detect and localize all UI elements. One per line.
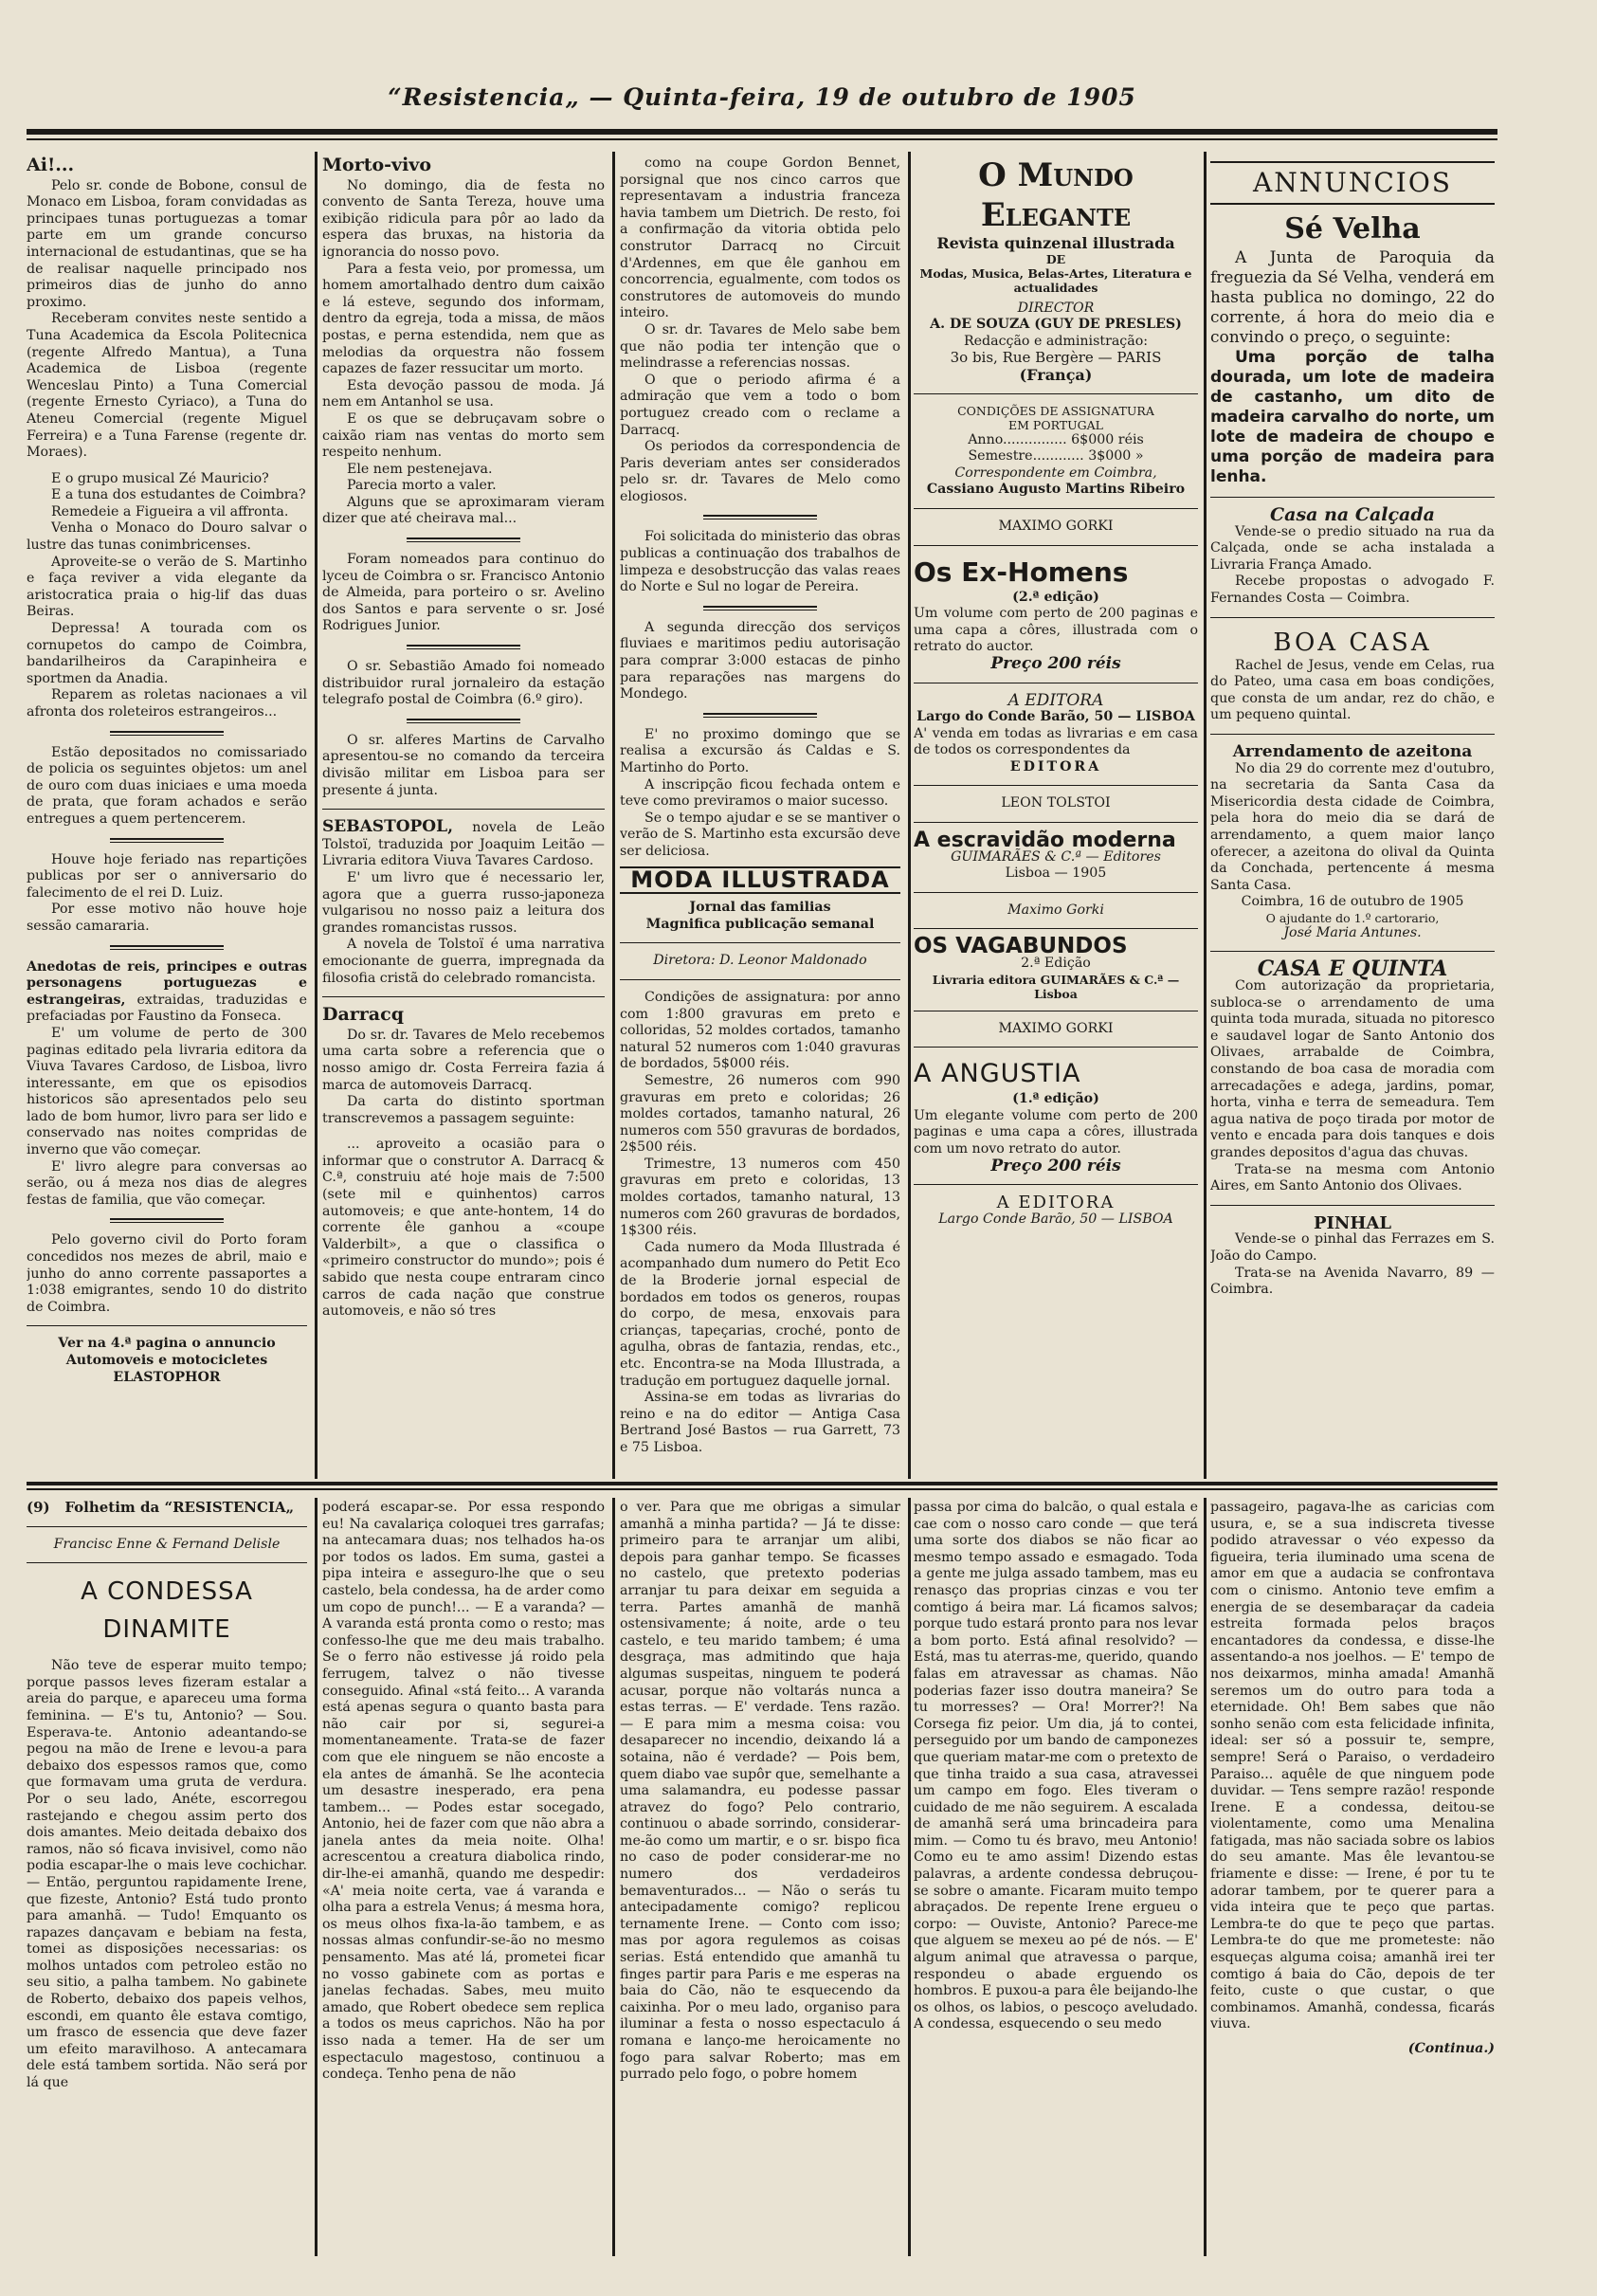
separator: [703, 606, 817, 610]
folhetim-authors: Francisc Enne & Fernand Delisle: [53, 1536, 281, 1552]
separator: [110, 945, 224, 950]
folhetim-text: passa por cima do balcão, o qual estala e cae com o nosso caro conde — que terá uma sorte dos diabos se não ficar ao mesmo tempo assado e esmagado. Toda a gente me julga assado tambem, mas eu renasço das proprias cinzas e vou ter comtigo á beira mar. Lá ficamos salvos; porque tudo estará pronto para nos levar a bom porto. Está afinal resolvido? — Está, mas tu aterras-me, querido, quando falas em atravessar as chamas. Não poderias fazer isso doutra maneira? Se tu morresses? — Ora! Morrer?! Na Corsega fiz peior. Um dia, já to contei, perseguido por um bando de camponezes que queriam matar-me com o pretexto de que tinha traido a sua casa, atravessei um campo em fogo. Eles tiveram o cuidado de me não seguirem. A escalada de amanhã será uma brincadeira para mim. — Como tu és bravo, meu Antonio! Como eu te amo assim! Dizendo estas palavras, a ardente condessa debruçou-se sobre o amante. Ficaram muito tempo abraçados. De repente Irene ergueu o corpo: — Ouviste, Antonio? Parece-me que alguem se mexeu ao pé de nós. — E' algum animal que atravessa o parque, respondeu o abade erguendo os hombros. E puxou-a para êle beijando-lhe os olhos, os labios, o pescoço aveludado. A condessa, esquecendo o seu medo: [914, 1500, 1198, 2032]
column-divider: [612, 152, 615, 1479]
paragraph: E a tuna dos estudantes de Coimbra?: [51, 487, 306, 503]
column-divider: [908, 152, 911, 1479]
folhetim-column-3: [620, 1500, 900, 2256]
paragraph: Assina-se em todas as livrarias do reino e na do editor — Antiga Casa Bertrand José Bastos — rua Garrett, 73 e 75 Lisboa.: [620, 1390, 900, 1455]
text: DE: [1045, 251, 1066, 266]
country: (França): [1019, 365, 1093, 384]
ad-title: PINHAL: [1313, 1212, 1392, 1233]
masthead-rule: [27, 129, 1497, 135]
paragraph: No domingo, dia de festa no convento de Santa Tereza, houve uma exibição ridicula para pôr ao lado da espera das bruxas, na historia da ignorancia do nosso povo.: [322, 177, 605, 260]
price: Preço 200 réis: [990, 1156, 1121, 1175]
book-title: A ANGUSTIA: [914, 1059, 1081, 1089]
folhetim-number: (9): [27, 1500, 50, 1516]
folhetim-text: passageiro, pagava-lhe as caricias com usura, e, se a sua indiscreta tivesse podido atravessar o véo expesso da figueira, teria iluminado uma scena de amor em que a audacia se confrontava com o cinismo. Antonio teve emfim a energia de se desembaraçar da cadeia estreita formada pelos braços encantadores da condessa, e disse-lhe assentando-a nos joelhos. — E' tempo de nos deixarmos, minha amada! Amanhã seremos um do outro para toda a eternidade. Oh! Bem sabes que não sonho senão com esta felicidade infinita, ideal: ser só a possuir te, sempre, sempre! Será o Paraiso, o verdadeiro Paraiso... aquêle de que ninguem pode duvidar. — Tens sempre razão! responde Irene. E a condessa, deitou-se violentamente, como uma Menalina fatigada, mas não saciada sobre os labios do seu amante. Mas êle levantou-se friamente e disse: — Irene, é por tu te adorar tambem, por te querer para a vida inteira que te peço que partas. Lembra-te do que te peço que partas. Lembra-te do que me prometeste: não esqueças alguma coisa; amanhã irei ter comtigo á baia do Cão, depois de ter feito, custe o que custar, o que combinamos. Amanhã, condessa, ficarás viuva.: [1210, 1500, 1495, 2032]
separator: [110, 838, 224, 843]
text: Cassiano Augusto Martins Ribeiro: [926, 482, 1186, 498]
ad-title: Arrendamento de azeitona: [1232, 741, 1473, 761]
paragraph: Venha o Monaco do Douro salvar o lustre das tunas conimbricenses.: [27, 520, 307, 554]
paragraph: E' um livro que é necessario ler, agora que a guerra russo-japoneza vulgarisou no nosso paiz a leitura dos grandes romancistas russos.: [322, 869, 605, 936]
paragraph: Receberam convites neste sentido a Tuna Academica da Escola Politecnica (regente Alfredo Mantua), a Tuna Academica de Lisboa (regente Wenceslau Pinto) a Tuna Comercial (regente Ernesto Cyriaco), a Tuna do Ateneu Comercial (regente Miguel Ferreira) e a Tuna Farense (regente dr. Moraes).: [27, 311, 307, 461]
ad-title: CASA E QUINTA: [1257, 957, 1448, 982]
notice: Ver na 4.ª pagina o annuncio: [58, 1336, 276, 1352]
folhetim-text: poderá escapar-se. Por essa respondo eu! Na cavalariça coloquei tres garrafas; na antecamara duas; nos telhados ha-os por todos os lados. Em suma, gastei a pipa inteira e asseguro-lhe que o seu castelo, bela condessa, ha de arder como um copo de punch!... — E a varanda? — A varanda está pronta como o resto; mas confesso-lhe que me deu mais trabalho. Se o ferro não estivesse já roido pela ferrugem, talvez o não tivesse conseguido. Afinal «stá feito... A varanda está apenas segura o quanto basta para não cair por si, segurei-a momentaneamente. Trata-se de fazer com que ele ninguem se não encoste a ela antes de ámanhã. Se lhe acontecia um desastre inesperado, era pena tambem... — Podes estar socegado, Antonio, hei de fazer com que não abra a janela antes da meia noite. Olha! acrescentou a creatura diabolica rindo, dir-lhe-ei amanhã, quando me despedir: «A' meia noite certa, vae á varanda e olha para a estrela Venus; á mesma hora, os meus olhos fixa-la-ão tambem, e as nossas almas confundir-se-ão no mesmo pensamento. Mas até lá, prometei ficar no vosso gabinete com as portas e janelas fechadas. Sabes, meu muito amado, que Robert obedece sem replica a todos os meus caprichos. Não ha por isso nada a temer. Ha de ser um espectaculo magestoso, continuou a condeça. Tenho pena de não: [322, 1500, 605, 2083]
folhetim-text: o ver. Para que me obrigas a simular amanhã a minha partida? — Já te disse: primeiro para te arranjar um alibi, depois para ganhar tempo. Se ficasses no castelo, que pretexto poderias arranjar tu para deixar em seguida a terra. Partes amanhã de manhã ostensivamente; á noite, arde o teu castelo, e teu marido tambem; é uma desgraça, mas admitindo que haja algumas suspeitas, ninguem te poderá acusar, porque não voltarás nunca a estas terras. — E' verdade. Tens razão. — E para mim a mesma coisa: vou desaparecer no incendio, deixando lá a sotaina, não é verdade? — Pois bem, quem diabo vae supôr que, semelhante a uma salamandra, eu podesse passar atravez do fogo? Pelo contrario, continuou o abade sorrindo, considerar-me-ão como um martir, e o sr. bispo fica no caso de poder considerar-me no numero dos verdadeiros bemaventurados... — Não o serás tu antecipadamente comigo? replicou ternamente Irene. — Conto com isso; mas por agora regulemos as coisas serias. Está entendido que amanhã tu finges partir para Paris e me esperas na baia do Cão, não te esquecendo da caixinha. Por o meu lado, organiso para iluminar a festa o nosso espectaculo á romana e lanço-me heroicamente no fogo para salvar Roberto; mas em purrado pelo fogo, o pobre homem: [620, 1500, 900, 2083]
ad-text: Trata-se na Avenida Navarro, 89 — Coimbra.: [1210, 1265, 1495, 1298]
paragraph: Semestre, 26 numeros com 990 gravuras em preto e coloridas; 26 moldes cortados, tamanho natural, 26 numeros com 550 gravuras de bordados, 2$500 réis.: [620, 1072, 900, 1156]
paragraph: Ele nem pestenejava.: [347, 461, 493, 477]
book-title: SEBASTOPOL,: [322, 817, 453, 837]
price: Preço 200 réis: [990, 653, 1121, 673]
masthead: “Resistencia„ — Quinta-feira, 19 de outubro de 1905: [388, 83, 1136, 111]
separator: [407, 719, 520, 723]
edition: 2.ª Edição: [1021, 956, 1091, 972]
book-title: Anedotas de reis, principes e outras personagens portuguezas e estrangeiras,: [27, 958, 307, 1008]
text: CONDIÇÕES DE ASSIGNATURA: [957, 403, 1154, 418]
paragraph: E' um volume de perto de 300 paginas editado pela livraria editora da Viuva Tavares Cardoso, de Lisboa, livro interessante, em que os episodios historicos são apresentados pelo seu lado de bom humor, livro para ser lido e conservado nas noites compridas de inverno que vão começar.: [27, 1025, 307, 1158]
masthead-rule-thin: [27, 138, 1497, 140]
paragraph: O sr. Sebastião Amado foi nomeado distribuidor rural jornaleiro da estação telegrafo postal de Coimbra (6.º giro).: [322, 659, 605, 708]
paragraph: A novela de Tolstoï é uma narrativa emocionante de guerra, impregnada da filosofia cristã do celebrado romancista.: [322, 937, 605, 986]
paragraph: Cada numero da Moda Illustrada é acompanhado dum numero do Petit Eco de la Broderie jornal especial de bordados em todos os generos, roupas do corpo, de mesa, enxovais para crianças, tapeçarias, croché, ponto de agulha, obras de fantazia, rendas, etc., etc. Encontra-se na Moda Illustrada, a tradução em portuguez daquelle jornal.: [620, 1239, 900, 1389]
article-title: Ai!...: [27, 155, 75, 175]
director-name: A. DE SOUZA (GUY DE PRESLES): [930, 317, 1182, 333]
paragraph: Se o tempo ajudar e se se mantiver o verão de S. Martinho esta excursão deve ser deliciosa.: [620, 810, 900, 859]
column-1: [27, 155, 307, 1478]
mundo-topics: Modas, Musica, Belas-Artes, Literatura e actualidades: [919, 265, 1192, 295]
ad-text: Vende-se o predio situado na rua da Calçada, onde se acha instalada a Livraria França Amado.: [1210, 523, 1495, 573]
paragraph: Houve hoje feriado nas repartições publicas por ser o anniversario do falecimento de el rei D. Luiz.: [27, 851, 307, 901]
separator: [110, 731, 224, 736]
column-divider: [1204, 1498, 1207, 2256]
column-divider: [315, 152, 318, 1479]
separator: [407, 645, 520, 649]
paragraph: E' livro alegre para conversas ao serão, ou á meza nos dias de alegres festas de familia, que vão começar.: [27, 1158, 307, 1208]
paragraph: A segunda direcção dos serviços fluviaes e maritimos pediu autorisação para comprar 3:000 estacas de pinho para reparações nas margens do Mondego.: [620, 619, 900, 702]
book-title: A escravidão moderna: [914, 829, 1176, 853]
column-4: [914, 155, 1198, 1478]
paragraph: Remedeie a Figueira a vil affronta.: [51, 503, 289, 519]
ad-title: Casa na Calçada: [1270, 504, 1435, 525]
publisher-address: Largo Conde Barão, 50 — LISBOA: [938, 1211, 1173, 1227]
column-2: [322, 155, 605, 1478]
text: Um volume com perto de 200 paginas e uma capa a côres, illustrada com o retrato do auctor.: [914, 606, 1198, 655]
folhetim-title: A CONDESSA DINAMITE: [81, 1577, 253, 1645]
ad-signature: José Maria Antunes.: [1283, 924, 1422, 940]
ad-text: Com autorização da proprietaria, subloca-se o arrendamento de uma quinta toda murada, situada no pitoresco e saudavel logar de Santo Antonio dos Olivaes, arrabalde de Coimbra, constando de boa casa de moradia com arrecadações e adega, jardins, pomar, horta, vinha e terra de semeadura. Tem agua nativa de poço tirada por motor de vento e encada para dois tanques e dois grandes depositos d'agua das chuvas.: [1210, 978, 1495, 1160]
book-title: OS VAGABUNDOS: [914, 934, 1128, 959]
text: Um elegante volume com perto de 200 paginas e uma capa a côres, illustrada com um novo retrato do autor.: [914, 1107, 1198, 1157]
ad-text: Trata-se na mesma com Antonio Aires, em Santo Antonio dos Olivaes.: [1210, 1161, 1495, 1194]
folhetim-column-2: [322, 1500, 605, 2256]
folhetim-rule: [27, 1482, 1497, 1485]
price-line: Semestre............ 3$000 »: [968, 448, 1144, 465]
publisher: Livraria editora GUIMARÃES & C.ª — Lisboa: [932, 972, 1180, 1001]
author: MAXIMO GORKI: [998, 1020, 1114, 1036]
book-credits: extraidas, traduzidas e prefaciadas por Faustino da Fonseca.: [27, 992, 307, 1025]
ad-title: Sé Velha: [1284, 212, 1421, 246]
column-divider: [315, 1498, 318, 2256]
book-title: Os Ex-Homens: [914, 556, 1129, 588]
author: LEON TOLSTOI: [1001, 795, 1111, 811]
moda-title: MODA ILLUSTRADA: [630, 866, 890, 893]
folhetim-text: Não teve de esperar muito tempo; porque passos leves fizeram estalar a areia do parque, e apareceu uma forma feminina. — E's tu, Antonio? — Sou. Esperava-te. Antonio adeantando-se pegou na mão de Irene e levou-a para debaixo dos espessos ramos que, como que formavam uma gruta de verdura. Por o seu lado, Anéte, escorregou rastejando e chegou assim perto dos dois amantes. Meio deitada debaixo dos ramos, não só ficava invisivel, como não podia escapar-lhe o mais leve cochichar. — Então, perguntou rapidamente Irene, que fizeste, Antonio? Está tudo pronto para amanhã. — Tudo! Emquanto os rapazes dançavam e bebiam na festa, tomei as disposições necessarias: os molhos untados com petroleo estão no seu sitio, a palha tambem. No gabinete de Roberto, debaixo dos papeis velhos, escondi, em quanto êle estava comtigo, um frasco de essencia que deve fazer um efeito maravilhoso. A antecamara dele está tambem sortida. Não será por lá que: [27, 1658, 307, 2091]
folhetim-column-5: [1210, 1500, 1495, 2256]
price-line: Anno............... 6$000 réis: [968, 431, 1144, 447]
paragraph: O que o periodo afirma é a admiração que vem a todo o bom portuguez creado com o reclame a Darracq.: [620, 372, 900, 438]
separator: [703, 713, 817, 718]
paragraph: ... aproveito a ocasião para o informar que o construtor A. Darracq & C.ª, construiu até hoje mais de 7:500 (sete mil e quinhentos) carros automoveis; e que ante-hontem, 14 do corrente êle ganhou a «coupe Valderbilt», a que o classifica o «primeiro constructor do mundo»; pois é sabido que nesta coupe entraram cinco carros de cada nação que construe automoveis, e não só tres: [322, 1137, 605, 1320]
paragraph: Do sr. dr. Tavares de Melo recebemos uma carta sobre a referencia que o nosso amigo dr. Costa Ferreira fazia á marca de automoveis Darracq.: [322, 1027, 605, 1093]
paragraph: E o grupo musical Zé Mauricio?: [51, 470, 269, 486]
text: A' venda em todas as livrarias e em casa de todos os correspondentes da: [914, 725, 1198, 758]
annuncios-title: ANNUNCIOS: [1210, 161, 1495, 205]
paragraph: Pelo sr. conde de Bobone, consul de Monaco em Lisboa, foram convidadas as principaes tunas portuguezas a tomar parte em um grande concurso internacional de estudantinas, que se ha de realisar naquelle principado nos primeiros dias de junho do anno proximo.: [27, 177, 307, 310]
folhetim-header: Folhetim da “RESISTENCIA„: [64, 1500, 295, 1516]
article-title: Morto-vivo: [322, 155, 432, 175]
paragraph: O sr. dr. Tavares de Melo sabe bem que não podia ter intenção que o melindrasse a referencias nossas.: [620, 321, 900, 372]
paragraph: Aproveite-se o verão de S. Martinho e faça reviver a vida elegante da aristocratica praia o hig-lif das duas Beiras.: [27, 554, 307, 620]
paragraph: Da carta do distinto sportman transcrevemos a passagem seguinte:: [322, 1094, 605, 1126]
paragraph: Foi solicitada do ministerio das obras publicas a continuação dos trabalhos de limpeza e desobstrucção das valas reaes do Norte e Sul no logar de Pereira.: [620, 529, 900, 595]
publisher-address: Largo do Conde Barão, 50 — LISBOA: [916, 709, 1195, 725]
column-3: [620, 155, 900, 1478]
text: EM PORTUGAL: [1008, 417, 1103, 432]
paragraph: E os que se debruçavam sobre o caixão riam nas ventas do morto sem respeito nenhum.: [322, 410, 605, 461]
column-divider: [1204, 152, 1207, 1479]
paragraph: Pelo governo civil do Porto foram concedidos nos mezes de abril, maio e junho do anno corrente passaportes a 1:038 emigrantes, sendo 10 do distrito de Coimbra.: [27, 1232, 307, 1315]
book-credits: novela de Leão Tolstoï, traduzida por Joaquim Leitão — Livraria editora Viuva Tavares Cardoso.: [322, 820, 605, 869]
paragraph: Condições de assignatura: por anno com 1:800 gravuras em preto e colloridas, 52 moldes cortados, tamanho natural 52 numeros com 1:040 gravuras de bordados, 5$000 réis.: [620, 989, 900, 1072]
ad-date: Coimbra, 16 de outubro de 1905: [1241, 894, 1464, 910]
column-divider: [612, 1498, 615, 2256]
paragraph: Alguns que se aproximaram vieram dizer que até cheirava mal...: [322, 494, 605, 527]
notice: Automoveis e motocicletes ELASTOPHOR: [65, 1353, 268, 1385]
paragraph: Parecia morto a valer.: [347, 478, 497, 494]
column-5: [1210, 155, 1495, 1478]
ad-text: Vende-se o pinhal das Ferrazes em S. João do Campo.: [1210, 1231, 1495, 1264]
text: Correspondente em Coimbra,: [954, 465, 1157, 481]
edition: (2.ª edição): [1012, 589, 1099, 605]
moda-director: Diretora: D. Leonor Maldonado: [653, 953, 867, 969]
text: Lisboa — 1905: [1005, 866, 1107, 882]
author: MAXIMO GORKI: [998, 518, 1114, 534]
paragraph: Para a festa veio, por promessa, um homem amortalhado dentro dum caixão e lá esteve, segundo dos informam, dentro da egreja, toda a missa, de mãos postas, e perna estendida, nem que as melodias da orquestra não fossem capazes de fazer ressucitar um morto.: [322, 261, 605, 377]
publisher: EDITORA: [1009, 758, 1102, 774]
folhetim-rule-thin: [27, 1488, 1497, 1490]
paragraph: O sr. alferes Martins de Carvalho apresentou-se no comando da terceira divisão militar em Lisboa para ser presente á junta.: [322, 732, 605, 798]
ad-title: BOA CASA: [1273, 628, 1432, 657]
paragraph: E' no proximo domingo que se realisa a excursão ás Caldas e S. Martinho do Porto.: [620, 726, 900, 775]
paragraph: A inscripção ficou fechada ontem e teve como previramos o maior sucesso.: [620, 776, 900, 810]
ad-text: Recebe propostas o advogado F. Fernandes Costa — Coimbra.: [1210, 574, 1495, 606]
folhetim-column-1: [27, 1500, 307, 2256]
ad-signature-label: O ajudante do 1.º cartorario,: [1265, 910, 1440, 925]
paragraph: Estão depositados no comissariado de policia os seguintes objetos: um anel de ouro com duas iniciaes e uma moeda de prata, que foram achados e serão entregues a quem pertencerem.: [27, 744, 307, 827]
paragraph: Os periodos da correspondencia de Paris deveriam antes ser considerados pelo sr. dr. Tavares de Melo como elogiosos.: [620, 439, 900, 504]
mundo-elegante-title: O Mundo Elegante: [978, 156, 1134, 234]
address: 3o bis, Rue Bergère — PARIS: [950, 349, 1162, 367]
separator: [703, 515, 817, 519]
paragraph: Depressa! A tourada com os cornupetos do campo de Coimbra, bandarilheiros da Carapinheira e sportmen da Anadia.: [27, 621, 307, 686]
author: Maximo Gorki: [1007, 902, 1104, 918]
moda-subtitle: Magnifica publicação semanal: [645, 916, 875, 932]
publisher: GUIMARÃES & C.ª — Editores: [951, 848, 1161, 865]
moda-subtitle: Jornal das familias: [689, 900, 831, 916]
paragraph: Esta devoção passou de moda. Já nem em Antanhol se usa.: [322, 377, 605, 410]
ad-text: No dia 29 do corrente mez d'outubro, na secretaria da Santa Casa da Misericordia desta cidade de Coimbra, pela hora do meio dia se dará de arrendamento, a quem maior lanço oferecer, a azeitona do olival da Quinta da Conchada, pertencente á mesma Santa Casa.: [1210, 760, 1495, 893]
article-title: Darracq: [322, 1004, 404, 1026]
folhetim-column-4: [914, 1500, 1198, 2256]
publisher: A EDITORA: [1007, 690, 1104, 710]
publisher: A EDITORA: [996, 1193, 1116, 1213]
text: Redacção e administração:: [963, 333, 1149, 349]
paragraph: Por esse motivo não houve hoje sessão camararia.: [27, 902, 307, 934]
separator: [110, 1218, 224, 1223]
continua-label: (Continua.): [1407, 2041, 1495, 2056]
paragraph: Reparem as roletas nacionaes a vil afronta dos roleteiros estrangeiros...: [27, 687, 307, 720]
ad-text: A Junta de Paroquia da freguezia da Sé Velha, venderá em hasta publica no domingo, 22 do corrente, á hora do meio dia e convindo o preço, o seguinte:: [1210, 248, 1495, 347]
paragraph: Foram nomeados para continuo do lyceu de Coimbra o sr. Francisco Antonio de Almeida, para porteiro o sr. Avelino dos Santos e para servente o sr. José Rodrigues Junior.: [322, 552, 605, 634]
column-divider: [908, 1498, 911, 2256]
mundo-sub: Revista quinzenal illustrada: [936, 234, 1175, 252]
paragraph: como na coupe Gordon Bennet, porsignal que nos cinco carros que representavam a industria franceza havia tambem um Dietrich. De resto, foi a confirmação da vitoria obtida pelo construtor Darracq no Circuit d'Ardennes, em que êle ganhou em concorrencia, egualmente, com todos os construtores de automoveis do mundo inteiro.: [620, 155, 900, 321]
edition: (1.ª edição): [1012, 1091, 1099, 1107]
separator: [407, 538, 520, 542]
ad-text: Rachel de Jesus, vende em Celas, rua do Pateo, uma casa em boas condições, que consta de um andar, rez do chão, e um pequeno quintal.: [1210, 657, 1495, 723]
director-label: DIRECTOR: [1017, 300, 1095, 316]
ad-text: Uma porção de talha dourada, um lote de madeira de castanho, um dito de madeira carvalho do norte, um lote de madeira de choupo e uma porção de madeira para lenha.: [1210, 348, 1495, 486]
paragraph: Trimestre, 13 numeros com 450 gravuras em preto e coloridas, 13 moldes cortados, tamanho natural, 13 numeros com 260 gravuras de bordados, 1$300 réis.: [620, 1156, 900, 1239]
